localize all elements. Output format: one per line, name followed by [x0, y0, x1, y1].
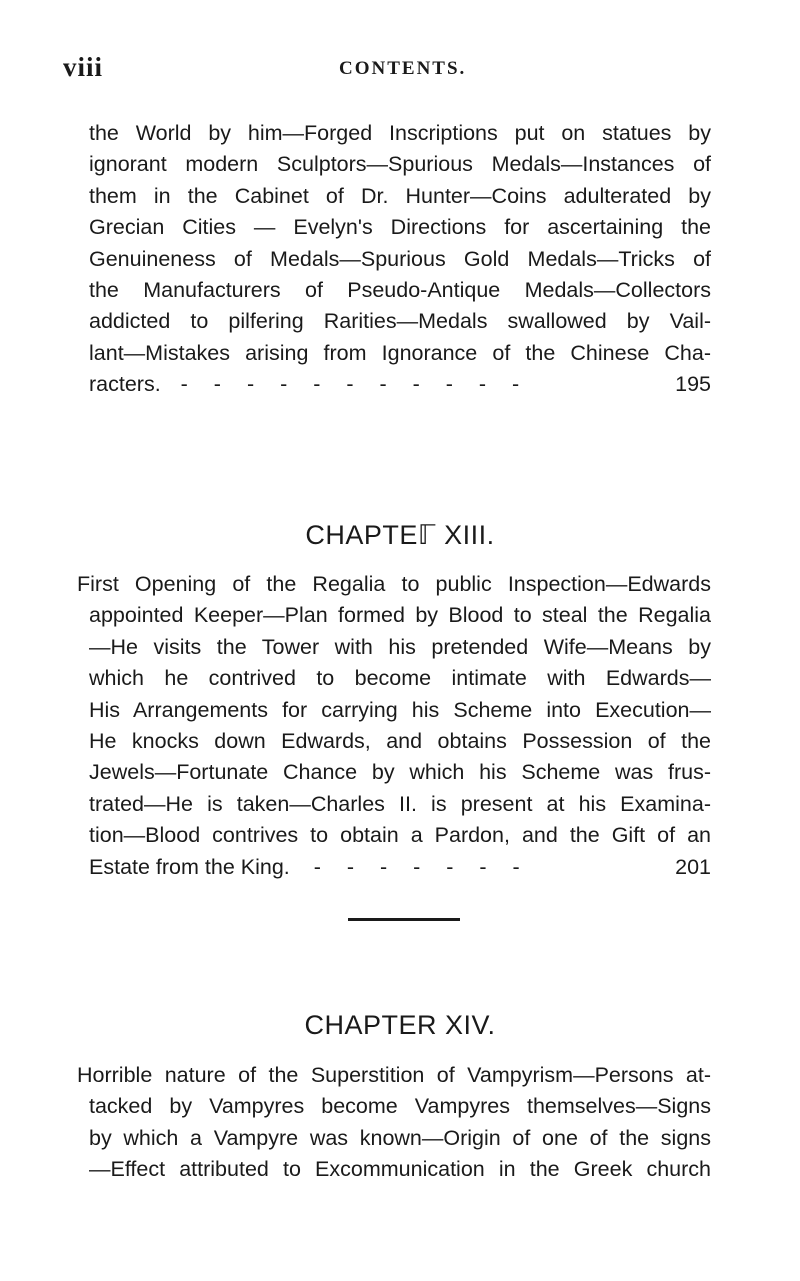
page-number: 195 [675, 372, 711, 397]
running-head [63, 52, 713, 84]
entry-line: lant—Mistakes arising from Ignorance of the Chinese Cha- [89, 340, 711, 365]
page-folio: viii [63, 52, 104, 82]
entry-line: Grecian Cities — Evelyn's Directions for ascertaining the [89, 215, 711, 240]
entry-line: —He visits the Tower with his pretended Wife—Means by [89, 634, 711, 659]
entry-line: the Manufacturers of Pseudo-Antique Medals—Collectors [89, 278, 711, 303]
chapter-heading: CHAPTER XIV. [304, 1010, 496, 1040]
entry-last-line [89, 852, 711, 883]
entry-line: ignorant modern Sculptors—Spurious Medals—Instances of [89, 152, 711, 177]
entry-line: tion—Blood contrives to obtain a Pardon, and the Gift of an [89, 823, 711, 848]
entry-line: tacked by Vampyres become Vampyres themselves—Signs [89, 1094, 711, 1119]
entry-line: the World by him—Forged Inscriptions put on statues by [89, 121, 711, 145]
contents-entry [77, 1060, 711, 1186]
entry-line: First Opening of the Regalia to public Inspection—Edwards [77, 572, 711, 596]
entry-line: Jewels—Fortunate Chance by which his Scheme was frus- [89, 760, 711, 785]
entry-line: Genuineness of Medals—Spurious Gold Medals—Tricks of [89, 246, 711, 271]
entry-line-text: Estate from the King. [89, 854, 290, 879]
contents-entry-continued [89, 118, 711, 401]
entry-line: addicted to pilfering Rarities—Medals swallowed by Vail- [89, 309, 711, 334]
chapter-heading: CHAPTEℾ XIII. [305, 520, 495, 550]
dot-leader: - - - - - - - - - - - [180, 372, 530, 397]
entry-last-line [89, 369, 711, 400]
entry-line: trated—He is taken—Charles II. is present at his Examina- [89, 791, 711, 816]
entry-line: —Effect attributed to Excommunication in the Greek church [89, 1157, 711, 1182]
entry-line: Horrible nature of the Superstition of Vampyrism—Persons at- [77, 1063, 711, 1087]
entry-line: appointed Keeper—Plan formed by Blood to steal the Regalia [89, 603, 711, 628]
entry-line: which he contrived to become intimate with Edwards— [89, 666, 711, 691]
entry-line: His Arrangements for carrying his Scheme into Execution— [89, 697, 711, 722]
dot-leader: - - - - - - - [313, 854, 530, 879]
section-rule [348, 918, 460, 921]
entry-line-text: racters. [89, 372, 161, 397]
page-number: 201 [675, 854, 711, 879]
entry-line: He knocks down Edwards, and obtains Possession of the [89, 729, 711, 754]
contents-entry [77, 569, 711, 883]
running-title: CONTENTS. [339, 58, 467, 79]
entry-line: by which a Vampyre was known—Origin of one of the signs [89, 1125, 711, 1150]
entry-line: them in the Cabinet of Dr. Hunter—Coins adulterated by [89, 183, 711, 208]
